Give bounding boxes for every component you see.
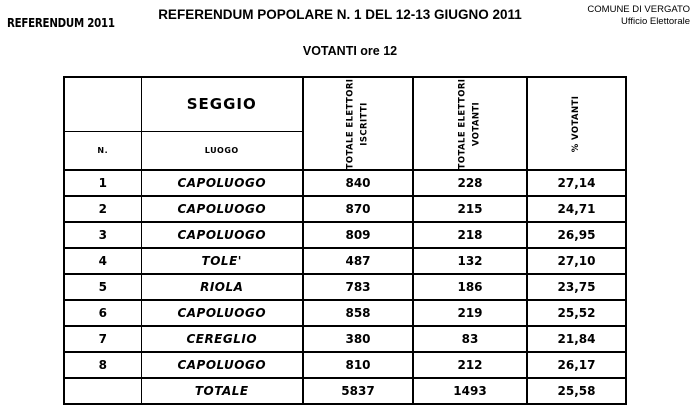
empty-header-cell <box>64 77 141 131</box>
iscritti-header-line1: TOTALE ELETTORI <box>345 78 356 169</box>
cell-votanti: 219 <box>413 300 527 326</box>
cell-seggio-number: 8 <box>64 352 141 378</box>
total-iscritti: 5837 <box>303 378 413 404</box>
cell-luogo: TOLE' <box>141 248 303 274</box>
cell-luogo: CAPOLUOGO <box>141 352 303 378</box>
cell-seggio-number: 6 <box>64 300 141 326</box>
table-row <box>64 274 626 300</box>
cell-votanti: 132 <box>413 248 527 274</box>
cell-iscritti: 870 <box>303 196 413 222</box>
total-votanti: 1493 <box>413 378 527 404</box>
cell-iscritti: 858 <box>303 300 413 326</box>
column-header-seggio: SEGGIO <box>141 77 303 131</box>
cell-iscritti: 380 <box>303 326 413 352</box>
percent-header: % VOTANTI <box>570 95 581 152</box>
column-header-percent <box>527 77 626 170</box>
cell-percent: 21,84 <box>527 326 626 352</box>
column-header-luogo: LUOGO <box>141 131 303 170</box>
referendum-2011-logo: REFERENDUM 2011 <box>7 15 115 30</box>
cell-iscritti: 809 <box>303 222 413 248</box>
cell-votanti: 212 <box>413 352 527 378</box>
table-row <box>64 300 626 326</box>
cell-seggio-number: 7 <box>64 326 141 352</box>
cell-iscritti: 487 <box>303 248 413 274</box>
cell-luogo: CEREGLIO <box>141 326 303 352</box>
table-row <box>64 248 626 274</box>
cell-votanti: 186 <box>413 274 527 300</box>
cell-luogo: RIOLA <box>141 274 303 300</box>
turnout-table <box>63 76 627 405</box>
column-header-votanti <box>413 77 527 170</box>
cell-votanti: 83 <box>413 326 527 352</box>
cell-seggio-number: 5 <box>64 274 141 300</box>
total-row <box>64 378 626 404</box>
cell-percent: 27,14 <box>527 170 626 196</box>
total-empty-cell <box>64 378 141 404</box>
cell-percent: 24,71 <box>527 196 626 222</box>
iscritti-header-line2: ISCRITTI <box>359 101 369 146</box>
table-row <box>64 196 626 222</box>
cell-percent: 26,17 <box>527 352 626 378</box>
organization-block <box>587 4 690 29</box>
cell-percent: 26,95 <box>527 222 626 248</box>
cell-votanti: 215 <box>413 196 527 222</box>
column-header-iscritti <box>303 77 413 170</box>
cell-percent: 27,10 <box>527 248 626 274</box>
cell-seggio-number: 1 <box>64 170 141 196</box>
table-row <box>64 352 626 378</box>
cell-luogo: CAPOLUOGO <box>141 170 303 196</box>
total-percent: 25,58 <box>527 378 626 404</box>
page-title: REFERENDUM POPOLARE N. 1 DEL 12-13 GIUGNO 2011 <box>158 7 522 22</box>
organization-name: COMUNE DI VERGATO <box>587 4 690 15</box>
cell-seggio-number: 2 <box>64 196 141 222</box>
column-header-n: N. <box>64 131 141 170</box>
cell-percent: 23,75 <box>527 274 626 300</box>
cell-percent: 25,52 <box>527 300 626 326</box>
cell-iscritti: 783 <box>303 274 413 300</box>
votanti-header-line2: VOTANTI <box>471 101 481 146</box>
table-row <box>64 170 626 196</box>
table-row <box>64 222 626 248</box>
votanti-header-line1: TOTALE ELETTORI <box>457 78 468 169</box>
cell-votanti: 228 <box>413 170 527 196</box>
cell-iscritti: 840 <box>303 170 413 196</box>
cell-luogo: CAPOLUOGO <box>141 196 303 222</box>
cell-seggio-number: 4 <box>64 248 141 274</box>
cell-iscritti: 810 <box>303 352 413 378</box>
report-subtitle: VOTANTI ore 12 <box>302 44 398 58</box>
total-label: TOTALE <box>141 378 303 404</box>
cell-votanti: 218 <box>413 222 527 248</box>
table-row <box>64 326 626 352</box>
cell-seggio-number: 3 <box>64 222 141 248</box>
organization-office: Ufficio Elettorale <box>621 16 690 28</box>
cell-luogo: CAPOLUOGO <box>141 222 303 248</box>
cell-luogo: CAPOLUOGO <box>141 300 303 326</box>
